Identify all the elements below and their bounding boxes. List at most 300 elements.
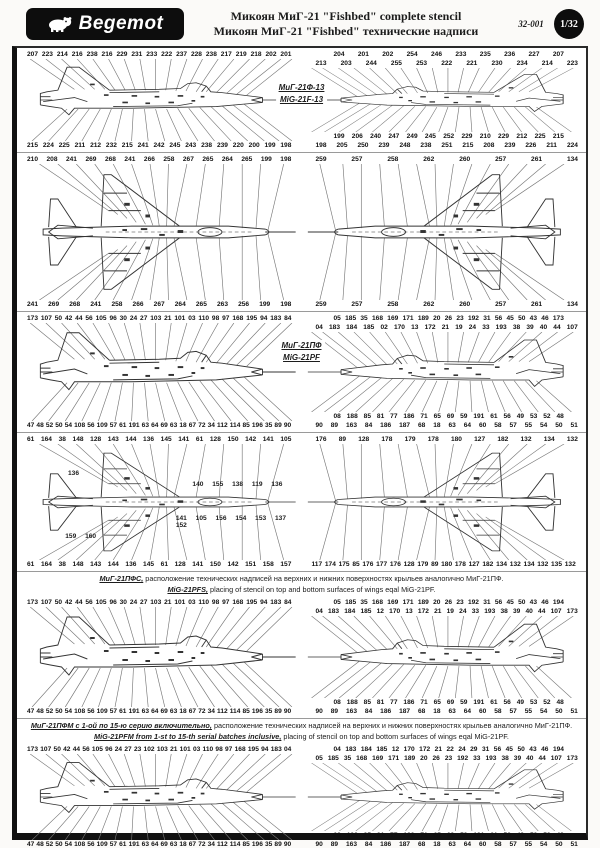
header — [12, 6, 588, 42]
callout-number: 245 — [424, 133, 436, 140]
callout-number: 186 — [380, 708, 392, 715]
callout-row-top — [21, 155, 298, 164]
callout-number: 222 — [161, 51, 173, 58]
callout-number: 212 — [90, 142, 102, 149]
callout-number: 151 — [245, 561, 257, 568]
callout-number: 26 — [444, 315, 453, 322]
callout-number: 56 — [87, 841, 95, 848]
callout-number: 53 — [530, 699, 538, 706]
aircraft-side-view-nose-left — [306, 68, 583, 132]
callout-number: 260 — [459, 301, 471, 308]
callout-number: 268 — [69, 301, 81, 308]
callout-number: 178 — [454, 561, 466, 568]
callout-number: 142 — [227, 561, 239, 568]
callout-number: 43 — [529, 315, 538, 322]
variant-label-ru: МиГ-21ПФ — [281, 341, 322, 350]
aircraft-block-f13-top-view — [21, 155, 298, 309]
callout-number: 186 — [403, 699, 415, 706]
callout-number: 134 — [543, 436, 555, 443]
callout-number: 232 — [105, 142, 117, 149]
caption-ru-lead: МиГ-21ПФС, — [99, 574, 144, 583]
callout-number: 27 — [140, 315, 148, 322]
callout-number: 178 — [381, 436, 393, 443]
callout-number: 202 — [265, 51, 277, 58]
callout-number: 35 — [264, 422, 273, 429]
section-pf-side-views — [17, 312, 586, 432]
callout-row-bottom — [21, 141, 298, 150]
callout-number: 84 — [364, 841, 373, 848]
callout-number: 56 — [87, 708, 95, 715]
callout-number: 175 — [338, 561, 350, 568]
callout-number: 141 — [262, 436, 274, 443]
callout-number: 231 — [131, 51, 143, 58]
callout-number: 57 — [109, 708, 118, 715]
callout-number: 98 — [211, 599, 220, 606]
callout-number: 201 — [280, 51, 292, 58]
callout-number: 206 — [351, 133, 363, 140]
callout-number: 193 — [495, 324, 507, 331]
callout-row-top — [21, 745, 298, 754]
callout-number: 61 — [27, 436, 35, 443]
callout-mid: 140 155 138 119 136 — [192, 480, 283, 488]
aircraft-plan-view-nose-left — [306, 444, 583, 560]
callout-number: 163 — [346, 708, 358, 715]
callout-number: 185 — [345, 599, 357, 606]
callout-number: 63 — [448, 422, 456, 429]
callout-number: 179 — [417, 561, 429, 568]
callout-number: 48 — [556, 699, 564, 706]
aircraft-block-f13-right-profile — [306, 50, 583, 150]
callout-number: 196 — [251, 708, 263, 715]
callout-number: 51 — [570, 708, 578, 715]
hippo-icon — [47, 15, 73, 33]
callout-number: 27 — [140, 599, 148, 606]
callout-number: 53 — [530, 413, 538, 420]
callout-number: 48 — [556, 413, 564, 420]
callout-number: 57 — [509, 708, 517, 715]
callout-number: 145 — [160, 436, 172, 443]
callout-number: 60 — [479, 841, 487, 848]
callout-number: 196 — [251, 422, 263, 429]
callout-number: 52 — [543, 832, 551, 839]
callout-number: 08 — [333, 413, 341, 420]
callout-number: 110 — [202, 746, 214, 753]
callout-number: 18 — [179, 422, 187, 429]
callout-number: 33 — [473, 755, 481, 762]
callout-number: 61 — [490, 832, 498, 839]
section-f13-plan-views — [17, 153, 586, 311]
callout-number: 183 — [328, 324, 340, 331]
callout-number: 97 — [222, 599, 230, 606]
callout-number: 107 — [566, 324, 578, 331]
callout-number: 259 — [315, 301, 327, 308]
callout-number: 23 — [456, 315, 464, 322]
callout-number: 173 — [27, 746, 39, 753]
callout-number: 72 — [198, 841, 206, 848]
callout-number: 188 — [346, 413, 358, 420]
callout-number: 52 — [543, 699, 551, 706]
callout-number: 173 — [566, 755, 578, 762]
callout-number: 269 — [85, 156, 97, 163]
callout-number: 50 — [55, 841, 63, 848]
callout-number: 136 — [125, 561, 137, 568]
callout-number: 180 — [441, 561, 453, 568]
callout-number: 203 — [340, 60, 352, 67]
callout-number: 22 — [446, 746, 454, 753]
callout-number: 173 — [552, 315, 564, 322]
callout-number: 207 — [27, 51, 39, 58]
callout-number: 61 — [490, 699, 498, 706]
callout-number: 35 — [360, 599, 368, 606]
callout-number: 261 — [531, 301, 543, 308]
callout-number: 64 — [463, 708, 472, 715]
callout-number: 221 — [466, 60, 478, 67]
callout-number: 168 — [356, 755, 368, 762]
callout-number: 265 — [241, 156, 253, 163]
callout-number: 68 — [418, 708, 426, 715]
callout-number: 61 — [27, 561, 35, 568]
callout-number: 241 — [27, 301, 39, 308]
callout-number: 72 — [198, 708, 206, 715]
callout-number: 102 — [143, 746, 155, 753]
callout-number: 218 — [250, 51, 262, 58]
callout-number: 214 — [541, 60, 553, 67]
callout-number: 84 — [364, 422, 373, 429]
callout-number: 157 — [280, 561, 292, 568]
callout-number: 61 — [119, 708, 127, 715]
callout-mid: 141 105 156 154 153 137 152 — [175, 514, 286, 529]
callout-number: 172 — [417, 608, 429, 615]
callout-number: 20 — [433, 599, 441, 606]
callout-number: 51 — [570, 422, 578, 429]
callout-number: 233 — [146, 51, 158, 58]
callout-number: 223 — [566, 60, 578, 67]
callout-number: 169 — [372, 755, 384, 762]
callout-number: 44 — [75, 599, 83, 606]
callout-number: 96 — [109, 599, 117, 606]
callout-number: 224 — [42, 142, 54, 149]
callout-number: 45 — [506, 315, 514, 322]
callout-number: 18 — [433, 841, 441, 848]
callout-number: 101 — [174, 599, 186, 606]
callout-row-bottom — [306, 132, 583, 141]
callout-number: 05 — [333, 315, 341, 322]
caption-ru-rest: расположение технических надписей на верхних и нижних поверхностях крыльев аналогично МиГ-21ПФ. — [211, 721, 573, 730]
callout-row-top — [306, 314, 583, 323]
callout-number: 69 — [446, 699, 455, 706]
callout-number: 90 — [315, 422, 323, 429]
callout-number: 210 — [479, 133, 491, 140]
caption-en-lead: MiG-21PFS, — [167, 585, 208, 594]
callout-number: 84 — [284, 315, 292, 322]
callout-number: 94 — [260, 315, 268, 322]
callout-number: 237 — [176, 51, 188, 58]
callout-number: 44 — [72, 746, 81, 753]
callout-number: 50 — [517, 746, 525, 753]
caption-en-rest: placing of stencil on top and bottom surfaces of wings eqal MiG-21PF. — [208, 585, 436, 594]
callout-number: 199 — [260, 156, 272, 163]
callout-number: 51 — [570, 841, 578, 848]
callout-number: 212 — [516, 133, 528, 140]
callout-number: 213 — [315, 60, 327, 67]
callout-number: 267 — [182, 156, 194, 163]
callout-number: 109 — [96, 708, 108, 715]
callout-number: 50 — [55, 708, 63, 715]
callout-number: 85 — [242, 708, 250, 715]
callout-number: 108 — [74, 422, 86, 429]
callout-number: 185 — [345, 315, 357, 322]
callout-number: 244 — [365, 60, 377, 67]
callout-number: 50 — [518, 315, 526, 322]
callout-number: 57 — [509, 841, 517, 848]
callout-number: 13 — [405, 608, 413, 615]
callout-number: 35 — [343, 755, 352, 762]
callout-number: 97 — [222, 315, 230, 322]
caption-ru-lead: МиГ-21ПФМ с 1-ой по 15-ю серию включительно, — [30, 721, 212, 730]
callout-number: 199 — [333, 133, 345, 140]
caption-en-rest: placing of stencil on top and bottom surfaces of wings eqal MiG-21PF. — [281, 732, 509, 741]
callout-number: 186 — [380, 841, 392, 848]
callout-number: 196 — [251, 841, 263, 848]
callout-number: 49 — [516, 699, 525, 706]
callout-number: 12 — [391, 746, 400, 753]
callout-number: 77 — [390, 832, 398, 839]
callout-number: 246 — [431, 51, 443, 58]
callout-number: 171 — [388, 755, 400, 762]
callout-number: 60 — [479, 422, 487, 429]
callout-number: 183 — [328, 608, 340, 615]
callout-number: 269 — [48, 301, 60, 308]
callout-number: 35 — [360, 315, 368, 322]
callout-number: 255 — [390, 60, 402, 67]
callout-row-top — [21, 598, 298, 607]
callout-number: 65 — [433, 413, 441, 420]
callout-number: 20 — [433, 315, 441, 322]
callout-number: 228 — [190, 51, 202, 58]
callout-number: 216 — [101, 51, 113, 58]
aircraft-plan-view-nose-left — [306, 164, 583, 300]
aircraft-block-pfm-right-profile — [306, 745, 583, 848]
callout-number: 90 — [315, 841, 323, 848]
callout-number: 128 — [403, 561, 415, 568]
callout-number: 194 — [552, 746, 564, 753]
callout-number: 48 — [36, 841, 44, 848]
callout-number: 145 — [143, 561, 155, 568]
callout-number: 215 — [552, 133, 564, 140]
callout-number: 257 — [351, 156, 363, 163]
callout-number: 253 — [416, 60, 428, 67]
callout-number: 57 — [109, 422, 118, 429]
callout-number: 64 — [463, 422, 472, 429]
callout-number: 238 — [420, 142, 432, 149]
callout-number: 184 — [344, 608, 356, 615]
callout-number: 56 — [503, 832, 511, 839]
callout-number: 258 — [163, 156, 175, 163]
callout-number: 85 — [242, 422, 250, 429]
callout-number: 67 — [188, 708, 197, 715]
callout-number: 216 — [71, 51, 83, 58]
callout-number: 103 — [150, 315, 162, 322]
callout-number: 195 — [246, 315, 258, 322]
callout-number: 50 — [555, 841, 563, 848]
callout-number: 141 — [178, 436, 190, 443]
callout-row-top — [306, 607, 583, 616]
callout-number: 239 — [216, 142, 228, 149]
callout-row-bottom — [306, 707, 583, 716]
callout-number: 230 — [491, 60, 503, 67]
callout-number: 49 — [516, 832, 525, 839]
callout-number: 227 — [528, 51, 540, 58]
callout-number: 63 — [169, 422, 178, 429]
callout-number: 191 — [128, 422, 140, 429]
callout-number: 107 — [550, 608, 562, 615]
callout-number: 194 — [552, 599, 564, 606]
product-code: 32-001 — [518, 19, 544, 29]
callout-number: 52 — [543, 413, 551, 420]
callout-number: 89 — [274, 422, 282, 429]
callout-row-top — [306, 155, 583, 164]
callout-number: 50 — [53, 746, 61, 753]
callout-number: 260 — [459, 156, 471, 163]
callout-row-top — [306, 435, 583, 444]
callout-number: 24 — [129, 315, 138, 322]
callout-number: 258 — [387, 301, 399, 308]
callout-number: 63 — [448, 708, 456, 715]
callout-number: 259 — [315, 156, 327, 163]
callout-number: 44 — [553, 324, 561, 331]
callout-number: 90 — [283, 708, 292, 715]
caption-ru — [17, 720, 586, 731]
aircraft-block-f13-bottom-view — [306, 155, 583, 309]
callout-number: 71 — [420, 413, 428, 420]
aircraft-block-pf-top-view — [21, 435, 298, 569]
callout-number: 143 — [107, 436, 119, 443]
callout-number: 219 — [235, 51, 247, 58]
callout-number: 57 — [509, 422, 517, 429]
callout-number: 204 — [333, 51, 345, 58]
callout-number: 179 — [404, 436, 416, 443]
callout-number: 55 — [524, 422, 533, 429]
callout-number: 34 — [207, 708, 215, 715]
callout-number: 215 — [121, 142, 133, 149]
callout-number: 168 — [232, 315, 244, 322]
callout-number: 208 — [483, 142, 495, 149]
callout-number: 215 — [27, 142, 39, 149]
callout-number: 43 — [529, 746, 537, 753]
callout-number: 33 — [471, 608, 480, 615]
callout-number: 223 — [41, 51, 53, 58]
callout-number: 85 — [363, 699, 372, 706]
callout-number: 34 — [207, 841, 215, 848]
callout-number: 89 — [330, 841, 339, 848]
callout-number: 229 — [116, 51, 128, 58]
callout-number: 264 — [221, 156, 233, 163]
callout-number: 69 — [160, 422, 168, 429]
callout-number: 55 — [524, 708, 533, 715]
callout-number: 61 — [119, 422, 127, 429]
callout-number: 132 — [564, 561, 576, 568]
callout-number: 56 — [87, 422, 95, 429]
callout-number: 02 — [380, 324, 388, 331]
callout-number: 198 — [280, 156, 292, 163]
callout-number: 254 — [406, 51, 418, 58]
callout-number: 241 — [137, 142, 149, 149]
callout-number: 04 — [315, 324, 323, 331]
callout-number: 225 — [534, 133, 546, 140]
callout-number: 40 — [539, 324, 548, 331]
variant-label-ru: МиГ-21Ф-13 — [278, 83, 325, 92]
callout-number: 198 — [280, 142, 292, 149]
callout-number: 81 — [376, 832, 385, 839]
callout-number: 187 — [399, 708, 411, 715]
callout-number: 258 — [387, 156, 399, 163]
callout-number: 44 — [538, 755, 546, 762]
callout-number: 63 — [169, 841, 178, 848]
callout-number: 39 — [512, 608, 521, 615]
callout-number: 63 — [448, 841, 456, 848]
callout-number: 44 — [75, 315, 83, 322]
callout-number: 40 — [525, 608, 533, 615]
callout-number: 217 — [220, 51, 232, 58]
callout-number: 148 — [72, 436, 84, 443]
callout-number: 257 — [495, 301, 507, 308]
brand-name: Begemot — [78, 13, 164, 34]
callout-number: 27 — [124, 746, 132, 753]
callout-number: 56 — [493, 746, 502, 753]
callout-number: 174 — [324, 561, 336, 568]
callout-number: 229 — [498, 133, 510, 140]
callout-number: 29 — [470, 746, 478, 753]
aircraft-block-pfm-left-profile — [21, 745, 298, 848]
callout-number: 58 — [494, 708, 502, 715]
caption-en-lead: MiG-21PFM from 1-st to 15-th serial batches inclusive, — [94, 732, 282, 741]
callout-number: 172 — [424, 324, 436, 331]
callout-number: 21 — [164, 599, 172, 606]
callout-number: 85 — [363, 413, 372, 420]
callout-number: 163 — [346, 841, 358, 848]
callout-number: 21 — [164, 315, 172, 322]
callout-number: 84 — [364, 708, 373, 715]
callout-number: 264 — [174, 301, 186, 308]
callout-number: 132 — [537, 561, 549, 568]
callout-number: 89 — [338, 436, 347, 443]
callout-number: 43 — [529, 599, 538, 606]
callout-number: 56 — [494, 315, 503, 322]
callout-number: 31 — [481, 746, 490, 753]
callout-number: 109 — [96, 841, 108, 848]
callout-number: 49 — [516, 413, 525, 420]
callout-number: 12 — [376, 608, 384, 615]
callout-number: 50 — [518, 599, 526, 606]
section-pfs-side-views — [17, 596, 586, 718]
scale-badge: 1/32 — [554, 9, 584, 39]
callout-number: 114 — [229, 841, 241, 848]
drawing-frame — [12, 46, 588, 848]
callout-number: 42 — [64, 599, 73, 606]
callout-number: 89 — [330, 708, 339, 715]
callout-number: 81 — [376, 413, 385, 420]
callout-number: 265 — [195, 301, 207, 308]
callout-number: 185 — [327, 755, 339, 762]
aircraft-block-pfs-right-profile — [306, 598, 583, 716]
callout-number: 250 — [357, 142, 369, 149]
callout-number: 24 — [459, 608, 467, 615]
callout-number: 241 — [65, 156, 77, 163]
callout-number: 107 — [40, 746, 52, 753]
callout-number: 169 — [387, 315, 399, 322]
callout-row-top — [306, 323, 583, 332]
callout-number: 243 — [185, 142, 197, 149]
